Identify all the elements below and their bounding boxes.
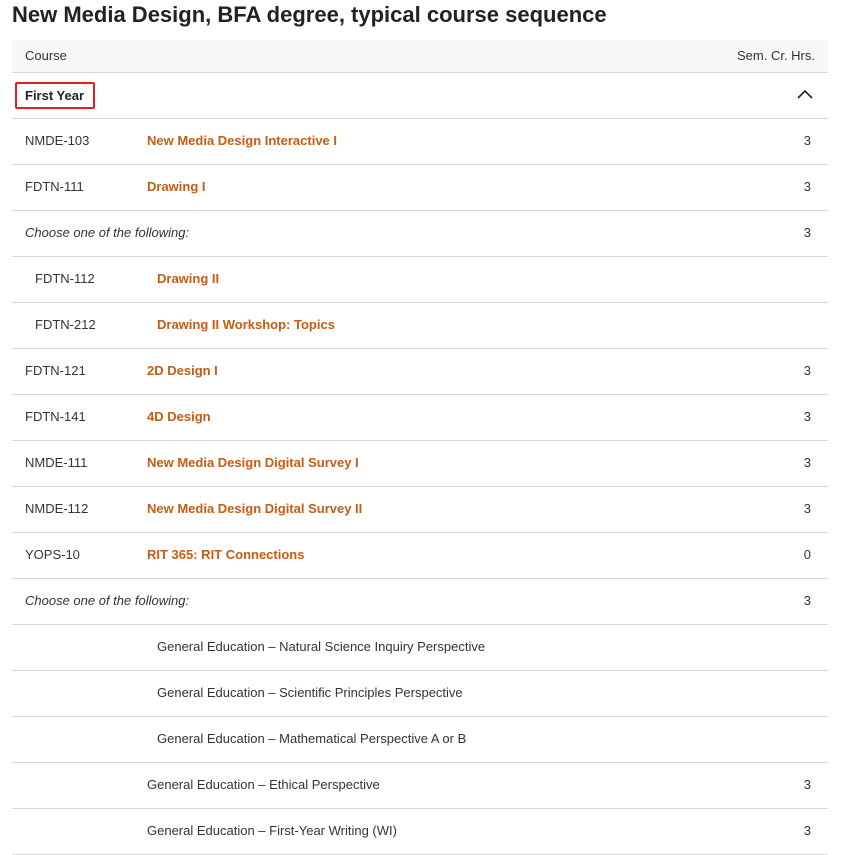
gen-ed-option: General Education – Natural Science Inquiry Perspective [157, 639, 486, 654]
year-toggle-label[interactable]: First Year [15, 82, 95, 109]
choose-note: Choose one of the following: [25, 593, 190, 608]
course-code: FDTN-121 [25, 363, 86, 378]
header-sem-cr-hrs: Sem. Cr. Hrs. [736, 48, 815, 63]
credit-hours: 0 [803, 547, 811, 562]
table-row [12, 579, 828, 625]
course-code: FDTN-212 [35, 317, 96, 332]
page-title: New Media Design, BFA degree, typical course sequence [12, 2, 607, 27]
table-row [12, 625, 828, 671]
credit-hours: 3 [803, 409, 811, 424]
table-header [12, 40, 828, 73]
table-row [12, 257, 828, 303]
gen-ed-course: General Education – First-Year Writing (WI) [147, 823, 397, 838]
course-sequence-table [12, 40, 828, 855]
credit-hours: 3 [803, 455, 811, 470]
credit-hours: 3 [803, 363, 811, 378]
header-course: Course [25, 48, 67, 63]
course-link[interactable]: Drawing I [147, 179, 206, 194]
table-row [12, 487, 828, 533]
table-row [12, 395, 828, 441]
course-code: FDTN-112 [35, 271, 95, 286]
course-link[interactable]: 2D Design I [147, 363, 218, 378]
table-row [12, 349, 828, 395]
course-link[interactable]: 4D Design [147, 409, 211, 424]
course-code: NMDE-103 [25, 133, 90, 148]
credit-hours: 3 [803, 179, 811, 194]
gen-ed-option: General Education – Scientific Principles Perspective [157, 685, 463, 700]
table-row [12, 303, 828, 349]
gen-ed-course: General Education – Ethical Perspective [147, 777, 380, 792]
course-link[interactable]: RIT 365: RIT Connections [147, 547, 305, 562]
table-row [12, 119, 828, 165]
course-code: NMDE-111 [25, 455, 88, 470]
chevron-up-icon[interactable] [796, 88, 814, 100]
table-row [12, 671, 828, 717]
course-code: NMDE-112 [25, 501, 89, 516]
credit-hours: 3 [803, 823, 811, 838]
table-row [12, 165, 828, 211]
course-link[interactable]: Drawing II [157, 271, 220, 286]
table-row [12, 809, 828, 855]
choose-note: Choose one of the following: [25, 225, 190, 240]
credit-hours: 3 [803, 593, 811, 608]
course-link[interactable]: New Media Design Digital Survey I [147, 455, 359, 470]
credit-hours: 3 [803, 225, 811, 240]
course-link[interactable]: New Media Design Interactive I [147, 133, 338, 148]
year-section-header[interactable] [12, 73, 828, 119]
credit-hours: 3 [803, 501, 811, 516]
table-row [12, 717, 828, 763]
course-link[interactable]: Drawing II Workshop: Topics [157, 317, 335, 332]
credit-hours: 3 [803, 133, 811, 148]
table-row [12, 533, 828, 579]
course-code: YOPS-10 [25, 547, 80, 562]
gen-ed-option: General Education – Mathematical Perspective A or B [157, 731, 467, 746]
credit-hours: 3 [803, 777, 811, 792]
course-link[interactable]: New Media Design Digital Survey II [147, 501, 363, 516]
table-row [12, 763, 828, 809]
table-row [12, 441, 828, 487]
course-code: FDTN-141 [25, 409, 86, 424]
table-row [12, 211, 828, 257]
course-code: FDTN-111 [25, 179, 84, 194]
